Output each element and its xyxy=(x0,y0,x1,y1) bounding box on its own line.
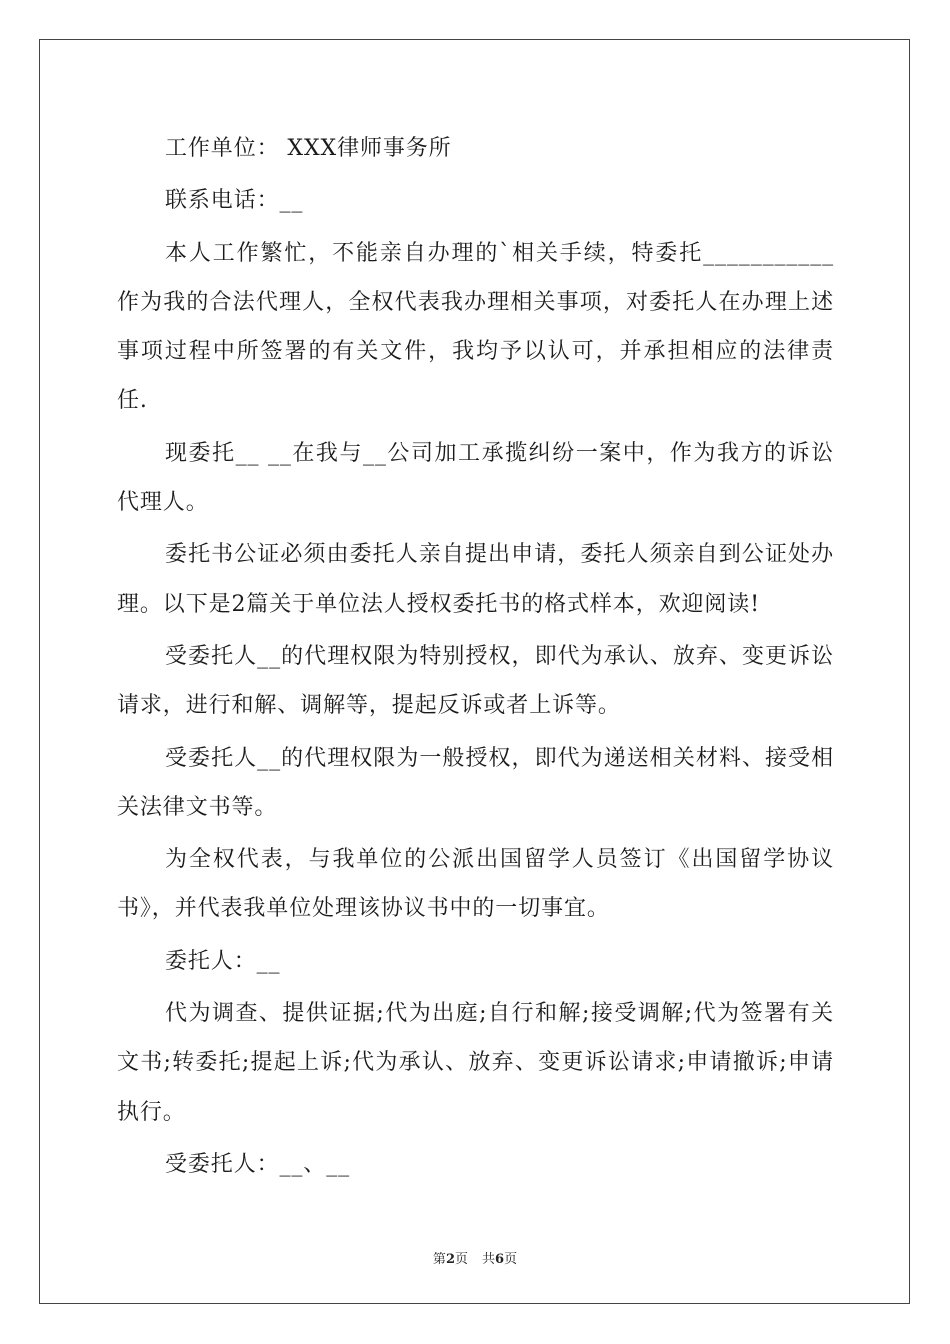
paragraph-current-entrust: 现委托__ __在我与__公司加工承揽纠纷一案中，作为我方的诉讼代理人。 xyxy=(117,440,834,515)
paragraph-entrust-statement: 本人工作繁忙，不能亲自办理的`相关手续，特委托___________作为我的合法代理人，全权代表我办理相关事项，对委托人在办理上述事项过程中所签署的有关文件，我均予以认可，并承担相应的法律责任. xyxy=(117,240,834,414)
paragraph-notarization: 委托书公证必须由委托人亲自提出申请，委托人须亲自到公证处办理。以下是2篇关于单位法人授权委托书的格式样本，欢迎阅读! xyxy=(117,542,834,617)
paragraph-authority-list: 代为调查、提供证据;代为出庭;自行和解;接受调解;代为签署有关文书;转委托;提起上诉;代为承认、放弃、变更诉讼请求;申请撤诉;申请执行。 xyxy=(117,1001,834,1125)
page-number: 第2页 xyxy=(432,1252,468,1267)
document-body xyxy=(117,124,834,1192)
paragraph-general-authority: 受委托人__的代理权限为一般授权，即代为递送相关材料、接受相关法律文书等。 xyxy=(117,745,834,820)
paragraph-principal: 委托人：__ xyxy=(165,948,281,974)
paragraph-special-authority: 受委托人__的代理权限为特别授权，即代为承认、放弃、变更诉讼请求，进行和解、调解等，提起反诉或者上诉等。 xyxy=(117,643,834,719)
paragraph-contact-phone: 联系电话：__ xyxy=(165,188,304,214)
page-footer xyxy=(0,1248,950,1267)
page-total: 共6页 xyxy=(482,1252,518,1267)
paragraph-full-representation: 为全权代表，与我单位的公派出国留学人员签订《出国留学协议书》，并代表我单位处理该协议书中的一切事宜。 xyxy=(117,847,834,922)
paragraph-work-unit: 工作单位： XXX律师事务所 xyxy=(165,136,452,161)
paragraph-agents: 受委托人：__、__ xyxy=(165,1151,351,1177)
